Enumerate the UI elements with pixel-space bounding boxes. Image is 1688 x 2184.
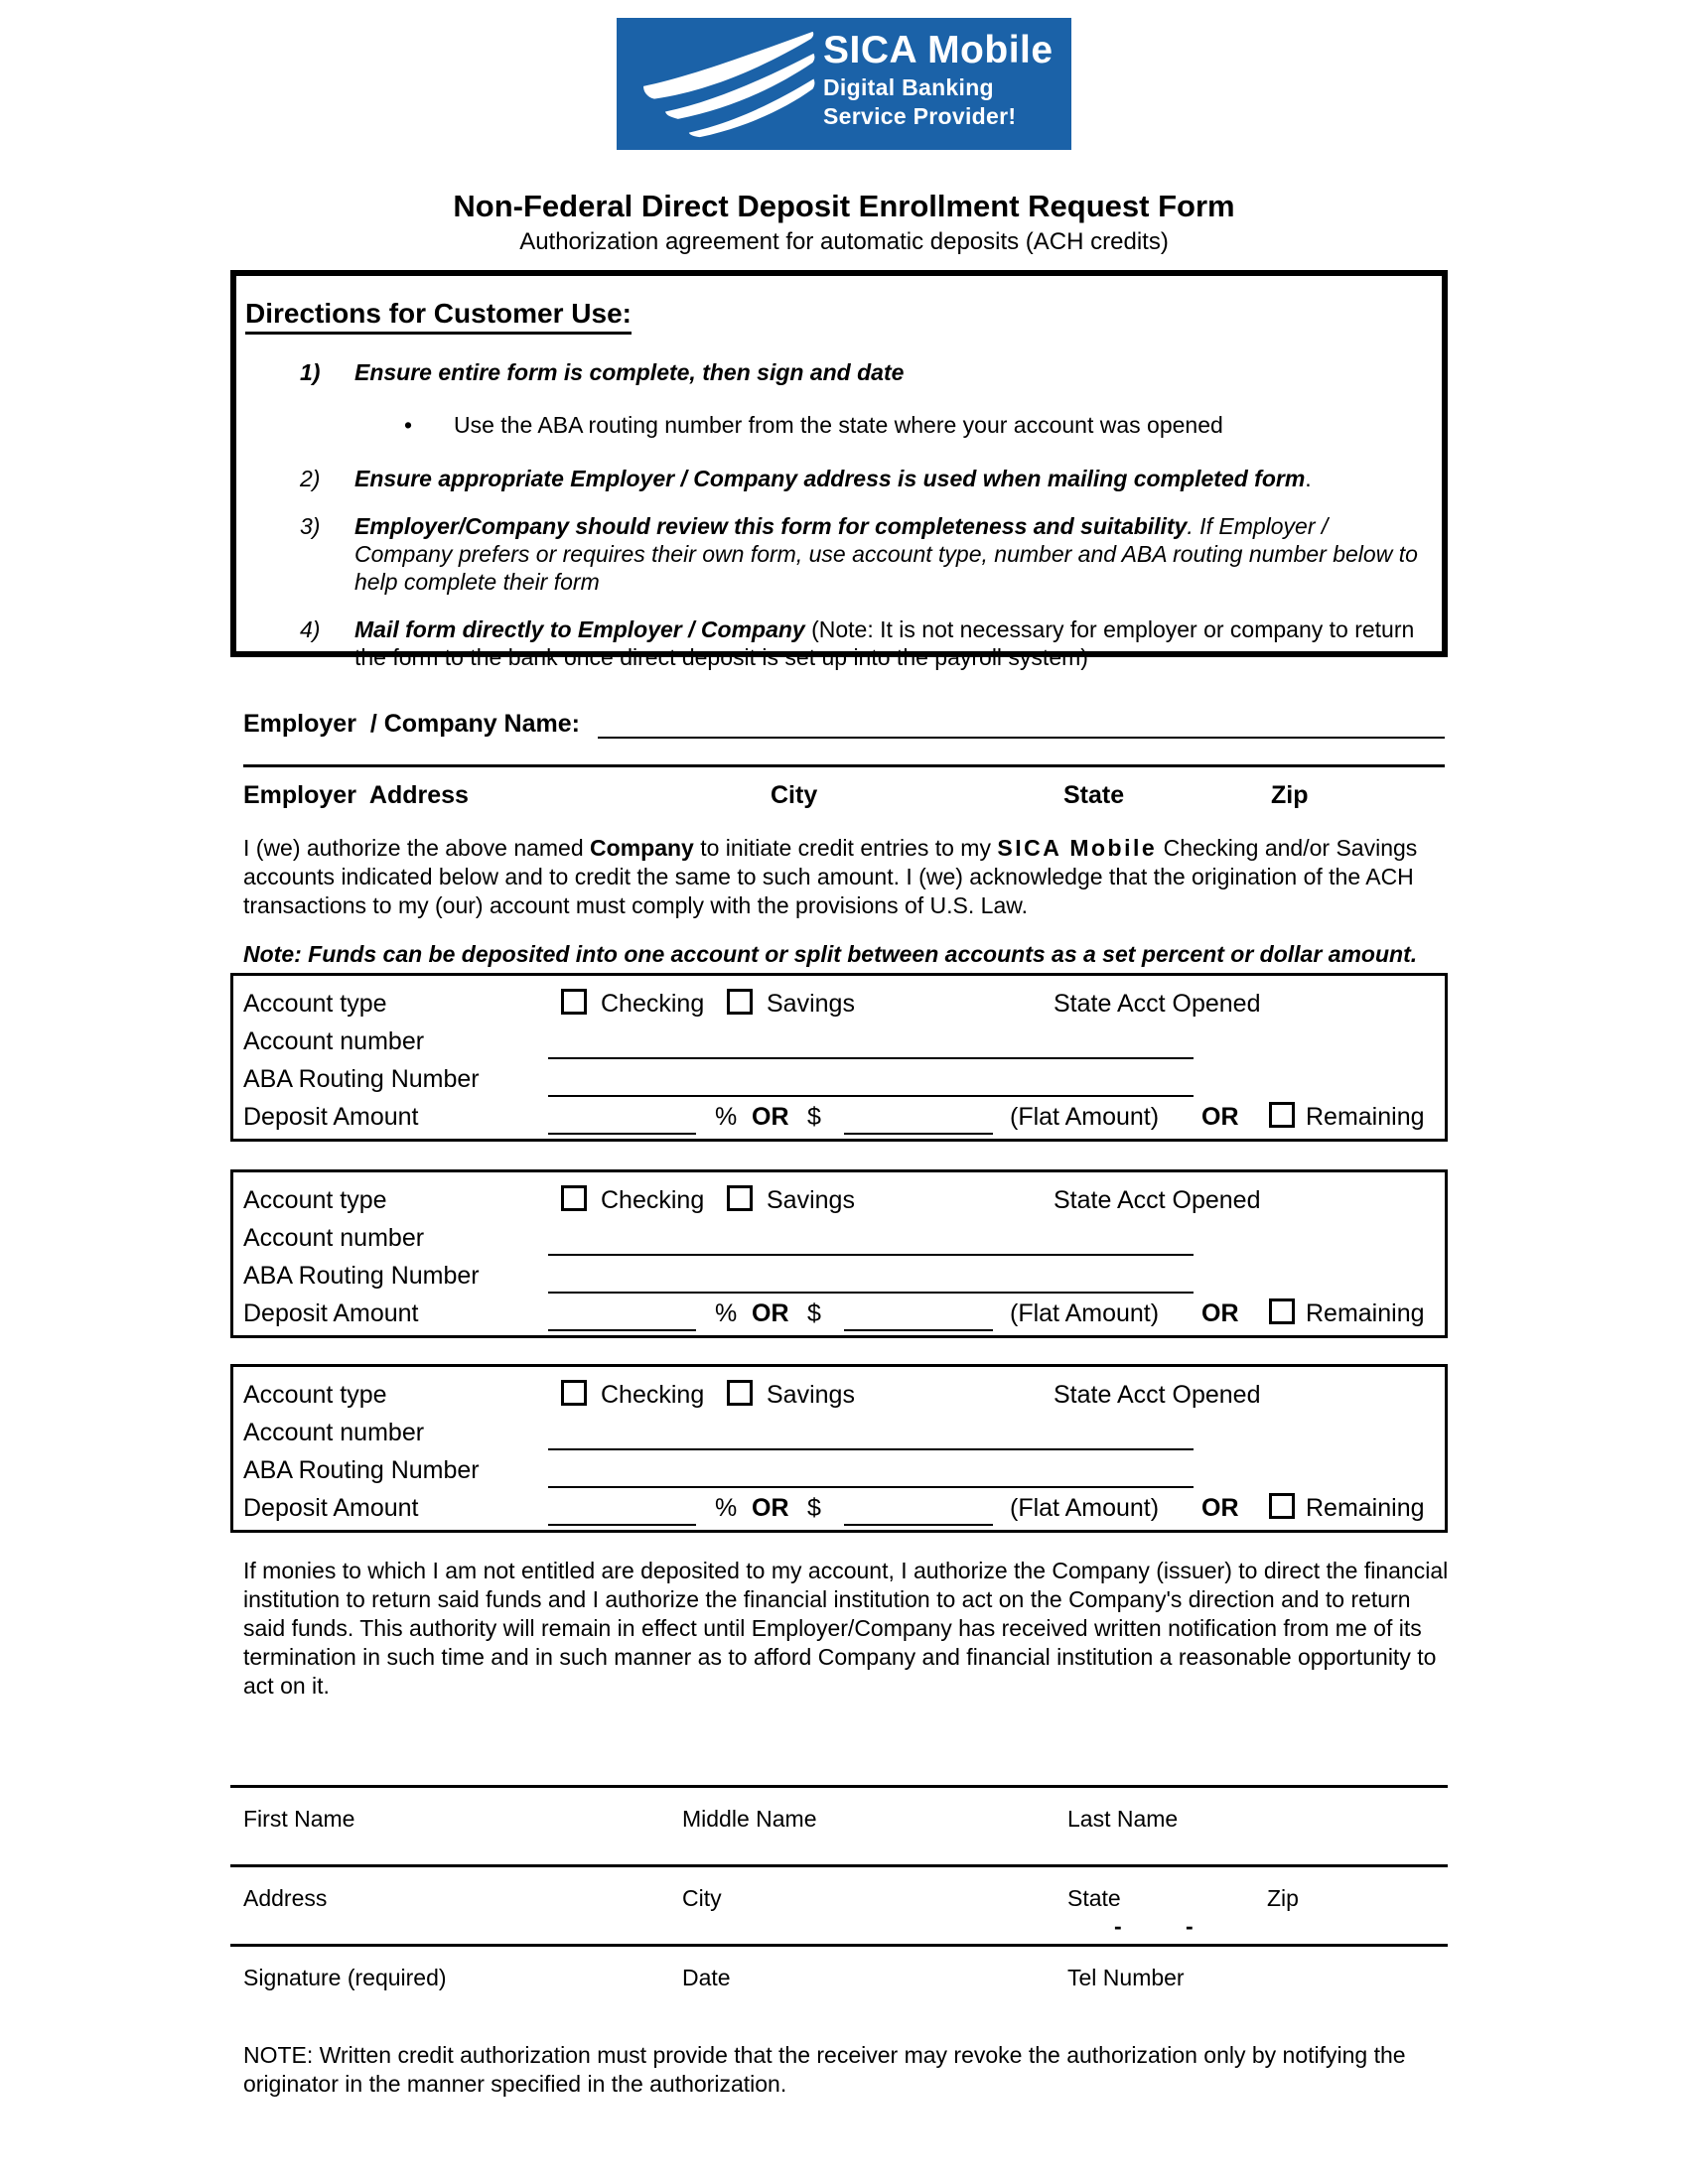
signature-row [230,1944,1448,2023]
account-number-input-line[interactable] [548,1057,1194,1059]
form-subtitle: Authorization agreement for automatic deposits (ACH credits) [519,228,1169,255]
account-type-row: Account type Checking Savings State Acct Opened [243,1186,1261,1214]
aba-routing-row: ABA Routing Number [243,1258,1445,1296]
aba-routing-input-line[interactable] [548,1486,1194,1488]
first-name-label: First Name [243,1806,355,1832]
state-label: State [1067,1885,1121,1911]
account-number-row: Account number [243,1415,1445,1452]
address-label: Address [243,1885,328,1911]
remaining-checkbox[interactable] [1269,1493,1295,1519]
account-type-row: Account type Checking Savings State Acct Opened [243,1381,1261,1409]
aba-routing-input-line[interactable] [548,1292,1194,1294]
checking-checkbox[interactable] [561,1185,587,1211]
aba-routing-input-line[interactable] [548,1095,1194,1097]
employer-address-label: Employer Address [243,781,469,809]
employer-name-input-line[interactable] [598,705,1445,739]
bullet-icon: • [404,412,413,438]
last-name-label: Last Name [1067,1806,1179,1832]
aba-routing-row: ABA Routing Number [243,1061,1445,1099]
aba-routing-row: ABA Routing Number [243,1452,1445,1490]
signature-table [230,1785,1448,2023]
name-row [230,1785,1448,1864]
swoosh-icon [629,30,822,139]
direction-item-3: 3) Employer/Company should review this form for completeness and suitability. If Employer / Company prefers or requires their own form, use account type, number and ABA routing number below to help complete their form [300,513,1418,595]
deposit-amount-row: Deposit Amount % OR $ (Flat Amount) OR Remaining [243,1296,1445,1333]
savings-checkbox[interactable] [727,989,753,1015]
account-type-row: Account type Checking Savings State Acct Opened [243,990,1261,1018]
brand-inline-text: SICA Mobile [997,835,1158,861]
account-block-2 [230,1169,1448,1338]
flat-amount-input-line[interactable] [844,1524,993,1526]
employer-state-label: State [1063,781,1125,809]
account-block-3 [230,1364,1448,1533]
deposit-amount-row: Deposit Amount % OR $ (Flat Amount) OR Remaining [243,1099,1445,1137]
direction-bullet: • Use the ABA routing number from the state where your account was opened [404,412,1223,438]
directions-heading: Directions for Customer Use: [245,298,632,335]
direction-item-4: 4) Mail form directly to Employer / Company (Note: It is not necessary for employer or company to return the form to the bank once direct deposit is set up into the payroll system) [300,616,1415,670]
flat-amount-input-line[interactable] [844,1329,993,1331]
state-acct-opened-label: State Acct Opened [1054,1186,1261,1214]
account-number-input-line[interactable] [548,1254,1194,1256]
account-number-row: Account number [243,1024,1445,1061]
state-acct-opened-label: State Acct Opened [1054,990,1261,1018]
percent-input-line[interactable] [548,1524,696,1526]
logo-brand-text: SICA Mobile [823,29,1054,71]
percent-input-line[interactable] [548,1329,696,1331]
state-acct-opened-label: State Acct Opened [1054,1381,1261,1409]
account-number-input-line[interactable] [548,1448,1194,1450]
remaining-checkbox[interactable] [1269,1298,1295,1324]
directions-box [230,270,1448,670]
address-row [230,1864,1448,1944]
footer-note: NOTE: Written credit authorization must provide that the receiver may revoke the authorization only by notifying the originator in the manner specified in the authorization. [243,2042,1406,2097]
deposit-amount-row: Deposit Amount % OR $ (Flat Amount) OR Remaining [243,1490,1445,1528]
split-note-line: Note: Funds can be deposited into one account or split between accounts as a set percent or dollar amount. [243,941,1418,967]
employer-city-label: City [771,781,818,809]
logo-tagline-2: Service Provider! [823,103,1017,129]
signature-label[interactable]: Signature (required) [243,1965,447,1990]
middle-name-label: Middle Name [682,1806,817,1832]
tel-number-label: Tel Number [1067,1965,1185,1990]
percent-input-line[interactable] [548,1133,696,1135]
employer-name-label: Employer / Company Name: [243,710,580,738]
employer-name-row [243,699,1445,739]
sica-mobile-logo [617,18,1071,150]
date-label: Date [682,1965,731,1990]
logo-tagline-1: Digital Banking [823,74,994,100]
flat-amount-input-line[interactable] [844,1133,993,1135]
checking-checkbox[interactable] [561,989,587,1015]
direction-item-1: 1) Ensure entire form is complete, then sign and date [300,359,905,385]
account-block-1 [230,973,1448,1142]
authority-paragraph: If monies to which I am not entitled are deposited to my account, I authorize the Company (issuer) to direct the financial institution to return said funds and I authorize the financial institution to act on the Company's direction and to return said funds. This authority will remain in effect until Employer/Company has received written notification from me of its termination in such time and in such manner as to afford Company and financial institution a reasonable opportunity to act on it. [243,1558,1449,1699]
zip-label: Zip [1267,1885,1299,1911]
city-label: City [682,1885,722,1911]
form-title: Non-Federal Direct Deposit Enrollment Request Form [453,189,1235,223]
checking-checkbox[interactable] [561,1380,587,1406]
employer-address-header [243,764,1445,812]
tel-dash-1: - [1114,1913,1122,1939]
remaining-checkbox[interactable] [1269,1102,1295,1128]
tel-dash-2: - [1186,1913,1194,1939]
savings-checkbox[interactable] [727,1185,753,1211]
employer-zip-label: Zip [1271,781,1309,809]
direction-item-2: 2) Ensure appropriate Employer / Company address is used when mailing completed form. [300,466,1312,491]
savings-checkbox[interactable] [727,1380,753,1406]
account-number-row: Account number [243,1220,1445,1258]
authorization-paragraph: I (we) authorize the above named Company to initiate credit entries to my SICA Mobile Checking and/or Savings accounts indicated below and to credit the same to such amount. I (we) acknowledge that the origination of the ACH transactions to my (our) account must comply with the provisions of U.S. Law. [243,835,1418,918]
